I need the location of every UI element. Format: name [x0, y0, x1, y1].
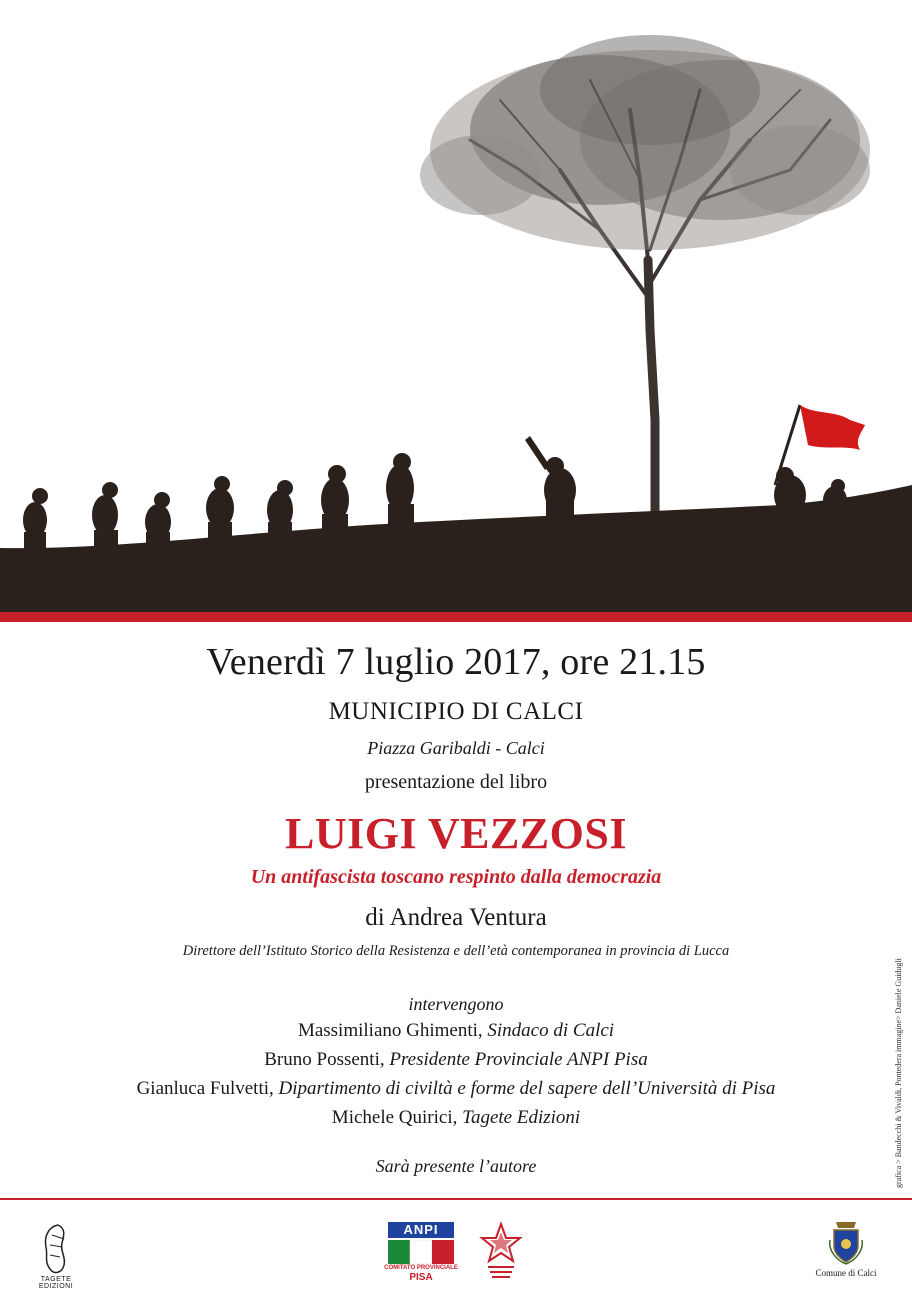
anpi-city: PISA: [409, 1272, 433, 1283]
event-venue: MUNICIPIO DI CALCI: [328, 698, 584, 725]
tree-canopy: [420, 35, 870, 250]
speaker-line: [0, 1107, 912, 1129]
red-divider-bar: [0, 612, 912, 622]
tagete-label: TAGETE EDIZIONI: [38, 1276, 74, 1290]
book-subtitle: Un antifascista toscano respinto dalla democrazia: [250, 866, 662, 888]
speaker-line: [0, 1020, 912, 1042]
speaker-name: Michele Quirici,: [331, 1107, 463, 1128]
presentation-label: presentazione del libro: [364, 771, 548, 793]
speakers-label: intervengono: [408, 994, 504, 1014]
anpi-flag-icon: [388, 1240, 454, 1264]
speaker-role: Tagete Edizioni: [462, 1107, 581, 1128]
calci-crest-label: Comune di Calci: [815, 1268, 877, 1278]
speaker-role: Dipartimento di civiltà e forme del sapere dell’Università di Pisa: [278, 1078, 776, 1099]
event-address: Piazza Garibaldi - Calci: [367, 738, 545, 758]
red-star-icon: [478, 1220, 524, 1280]
book-title: LUIGI VEZZOSI: [285, 809, 627, 858]
speaker-role: Sindaco di Calci: [487, 1020, 615, 1041]
hero-illustration: [0, 0, 912, 622]
calci-crest-icon: [826, 1216, 866, 1266]
event-date: Venerdì 7 luglio 2017, ore 21.15: [206, 641, 706, 683]
speaker-line: [0, 1078, 912, 1100]
speaker-line: [0, 1049, 912, 1071]
speaker-name: Gianluca Fulvetti,: [136, 1078, 279, 1099]
footer-divider: [0, 1198, 912, 1200]
anpi-logo-head: ANPI: [388, 1222, 454, 1238]
author-role: Direttore dell’Istituto Storico della Resistenza e dell’età contemporanea in provincia di Lucca: [182, 943, 730, 959]
book-author: di Andrea Ventura: [365, 904, 547, 931]
anpi-subtitle: COMITATO PROVINCIALE: [384, 1265, 458, 1271]
presence-note: Sarà presente l’autore: [375, 1156, 537, 1176]
speaker-name: Bruno Possenti,: [264, 1049, 390, 1070]
hill-silhouette: [0, 485, 912, 622]
speaker-role: Presidente Provinciale ANPI Pisa: [389, 1049, 648, 1070]
speaker-name: Massimiliano Ghimenti,: [297, 1020, 488, 1041]
credits-text: grafica > Bandecchi & Vivaldi, Pontedera immagine> Daniele Guidugli: [894, 958, 903, 1188]
